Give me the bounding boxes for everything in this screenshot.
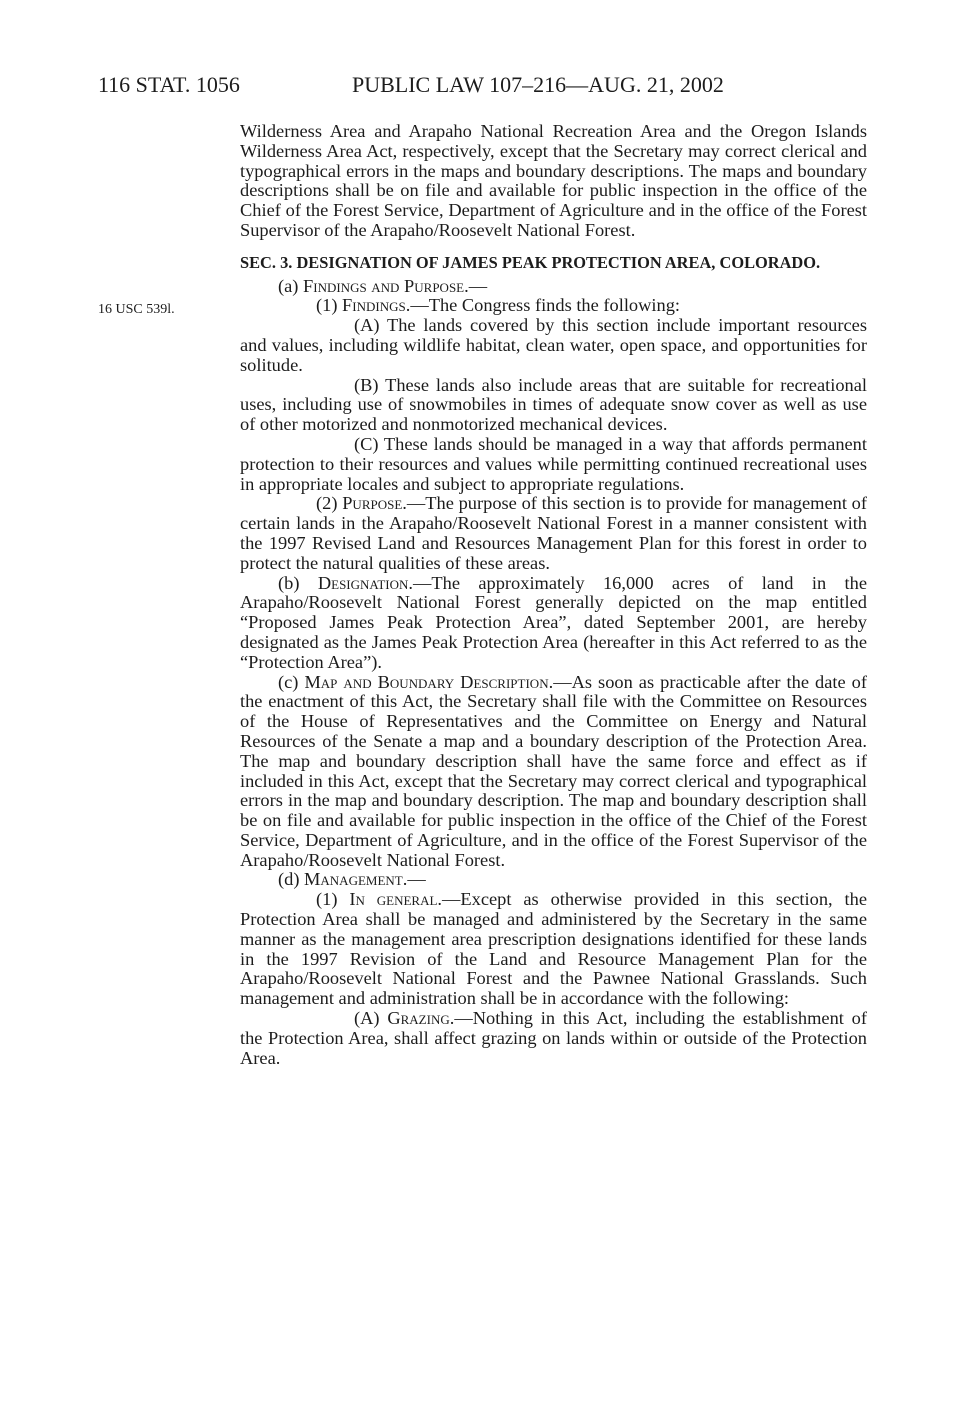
subsection-c-title: Map and Boundary Description: [304, 671, 549, 692]
subparagraph-a1A: (A) The lands covered by this section include important resources and values, including wildlife habitat, clean water, open space, and opportunities for solitude.: [240, 315, 867, 375]
running-head-law: PUBLIC LAW 107–216—AUG. 21, 2002: [352, 72, 724, 97]
paragraph-a1-title: Findings: [342, 295, 406, 316]
paragraph-d1: [240, 890, 867, 1009]
subsection-c-text: .—As soon as practicable after the date of the enactment of this Act, the Secretary shall file with the Committee on Resources of the House of Representatives and the Committee on Energy and Natural Resources of the Senate a map and a boundary description of the Protection Area. The map and boundary description shall have the same force and effect as if included in this Act, except that the Secretary may correct clerical and typographical errors in the map and boundary description. The map and boundary description shall be on file and available for public inspection in the office of the Chief of the Forest Service, Department of Agriculture, and in the office of the Forest Supervisor of the Arapaho/Roosevelt National Forest.: [240, 671, 867, 870]
subparagraph-d1A-title: Grazing: [387, 1008, 450, 1029]
subsection-c-label: (c): [278, 671, 305, 692]
paragraph-d1-text: .—Except as otherwise provided in this section, the Protection Area shall be managed and administered by the Secretary in the same manner as the management area prescription designations identified for these lands in the 1997 Revision of the Land and Resource Management Plan for the Arapaho/Roosevelt National Forest and the Pawnee National Grasslands. Such management and administration shall be in accordance with the following:: [240, 889, 867, 1009]
paragraph-a2-label: (2): [316, 493, 343, 514]
margin-note-usc: 16 USC 539l.: [98, 302, 175, 317]
subsection-a-title: Findings and Purpose: [303, 275, 465, 296]
section-heading: SEC. 3. DESIGNATION OF JAMES PEAK PROTECTION AREA, COLORADO.: [240, 252, 821, 272]
paragraph-a2: [240, 494, 867, 573]
subparagraph-d1A-label: (A): [354, 1008, 388, 1029]
subsection-a-tail: .—: [464, 275, 488, 296]
subsection-a-heading: [240, 277, 867, 297]
body-text: [240, 122, 867, 1068]
subsection-b-title: Designation: [317, 572, 409, 593]
subsection-b: [240, 574, 867, 673]
paragraph-a2-text: .—The purpose of this section is to provide for management of certain lands in the Arapaho/Roosevelt National Forest in a manner consistent with the 1997 Revised Land and Resources Management Plan for this forest in order to protect the natural qualities of these areas.: [240, 493, 868, 573]
subsection-b-label: (b): [278, 572, 318, 593]
paragraph-d1-label: (1): [316, 889, 350, 910]
subsection-d-label: (d): [278, 869, 305, 890]
subsection-c: [240, 673, 867, 871]
subsection-b-text: .—The approximately 16,000 acres of land in the Arapaho/Roosevelt National Forest generally depicted on the map entitled “Proposed James Peak Protection Area”, dated September 2001, are hereby designated as the James Peak Protection Area (hereafter in this Act referred to as the “Protection Area”).: [240, 572, 867, 672]
paragraph-a1-text: .—The Congress finds the following:: [405, 295, 681, 316]
subparagraph-a1C: (C) These lands should be managed in a way that affords permanent protection to their resources and values while permitting continued recreational uses in appropriate locales and subject to appropriate regulations.: [240, 433, 867, 494]
subsection-a-label: (a): [278, 275, 304, 296]
paragraph-a1: [240, 296, 867, 316]
subsection-d-heading: [240, 870, 867, 890]
paragraph-d1-title: In general: [349, 889, 438, 910]
paragraph-continuation: Wilderness Area and Arapaho National Recreation Area and the Oregon Islands Wilderness Area Act, respectively, except that the Secretary may correct clerical and typographical errors in the maps and boundary descriptions. The maps and boundary descriptions shall be on file and available for public inspection in the office of the Chief of the Forest Service, Department of Agriculture and in the office of the Forest Supervisor of the Arapaho/Roosevelt National Forest.: [240, 121, 867, 240]
paragraph-a2-title: Purpose: [342, 493, 403, 514]
subparagraph-d1A: [240, 1009, 867, 1068]
page-citation: 116 STAT. 1056: [98, 72, 240, 97]
subsection-d-tail: .—: [402, 869, 426, 890]
subparagraph-d1A-text: .—Nothing in this Act, including the establishment of the Protection Area, shall affect grazing on lands within or outside of the Protection Area.: [240, 1008, 867, 1068]
subsection-d-title: Management: [304, 869, 403, 890]
paragraph-a1-label: (1): [316, 295, 343, 316]
subparagraph-a1B: (B) These lands also include areas that are suitable for recreational uses, including use of snowmobiles in times of adequate snow cover as well as use of other motorized and nonmotorized mechanical devices.: [240, 374, 867, 435]
